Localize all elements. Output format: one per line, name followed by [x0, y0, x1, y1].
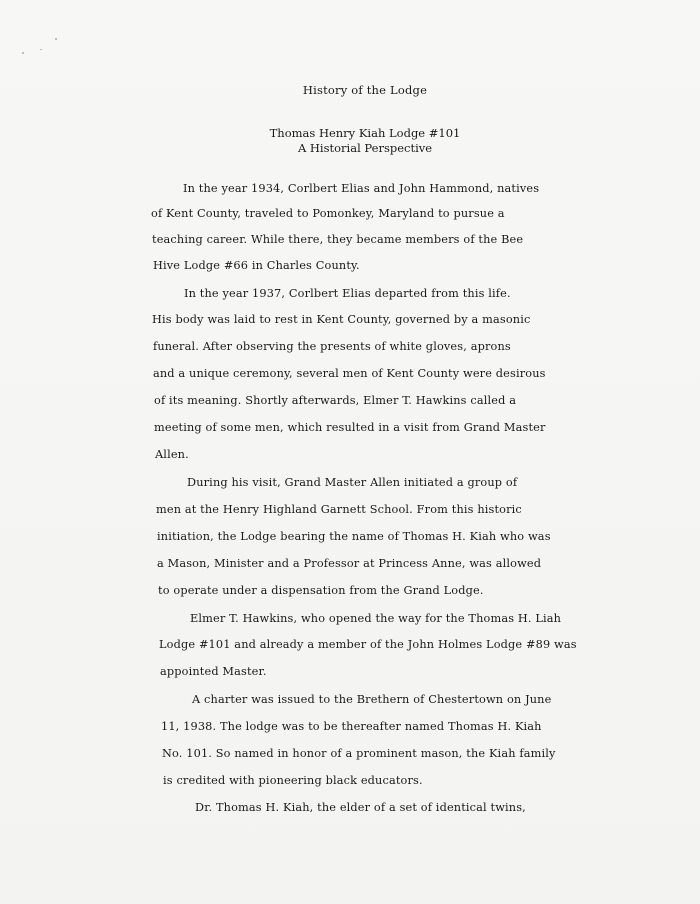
body-line: His body was laid to rest in Kent County, governed by a masonic	[152, 313, 531, 326]
body-line: to operate under a dispensation from the Grand Lodge.	[158, 584, 484, 597]
body-line: teaching career. While there, they became members of the Bee	[152, 233, 524, 246]
body-line: and a unique ceremony, several men of Kent County were desirous	[153, 367, 546, 380]
body-line: In the year 1937, Corlbert Elias departed from this life.	[184, 287, 511, 300]
body-line: No. 101. So named in honor of a prominent mason, the Kiah family	[162, 747, 556, 760]
subtitle-line: A Historial Perspective	[297, 141, 433, 155]
body-line: meeting of some men, which resulted in a visit from Grand Master	[154, 421, 546, 434]
body-line: is credited with pioneering black educators.	[163, 774, 423, 787]
body-line: of Kent County, traveled to Pomonkey, Maryland to pursue a	[151, 207, 505, 220]
body-line: 11, 1938. The lodge was to be thereafter named Thomas H. Kiah	[161, 720, 542, 733]
page-title: History of the Lodge	[302, 83, 428, 97]
body-line: Dr. Thomas H. Kiah, the elder of a set of identical twins,	[195, 801, 526, 814]
body-line: Hive Lodge #66 in Charles County.	[153, 259, 360, 272]
body-line: funeral. After observing the presents of white gloves, aprons	[153, 340, 511, 353]
body-line: A charter was issued to the Brethern of Chestertown on June	[192, 693, 552, 706]
body-line: appointed Master.	[160, 665, 267, 678]
subtitle-line: Thomas Henry Kiah Lodge #101	[269, 126, 461, 140]
body-line: Lodge #101 and already a member of the John Holmes Lodge #89 was	[159, 638, 577, 651]
body-line: During his visit, Grand Master Allen initiated a group of	[187, 476, 518, 489]
body-line: Allen.	[155, 448, 189, 461]
body-line: initiation, the Lodge bearing the name of Thomas H. Kiah who was	[157, 530, 551, 543]
body-line: a Mason, Minister and a Professor at Princess Anne, was allowed	[157, 557, 542, 570]
body-line: Elmer T. Hawkins, who opened the way for the Thomas H. Liah	[190, 612, 562, 625]
body-line: of its meaning. Shortly afterwards, Elmer T. Hawkins called a	[154, 394, 517, 407]
scan-speck	[40, 49, 42, 50]
scan-speck	[22, 52, 24, 54]
page-subtitle	[0, 126, 700, 156]
body-line: In the year 1934, Corlbert Elias and John Hammond, natives	[183, 182, 540, 195]
body-line: men at the Henry Highland Garnett School. From this historic	[156, 503, 522, 516]
scan-speck	[55, 38, 57, 40]
